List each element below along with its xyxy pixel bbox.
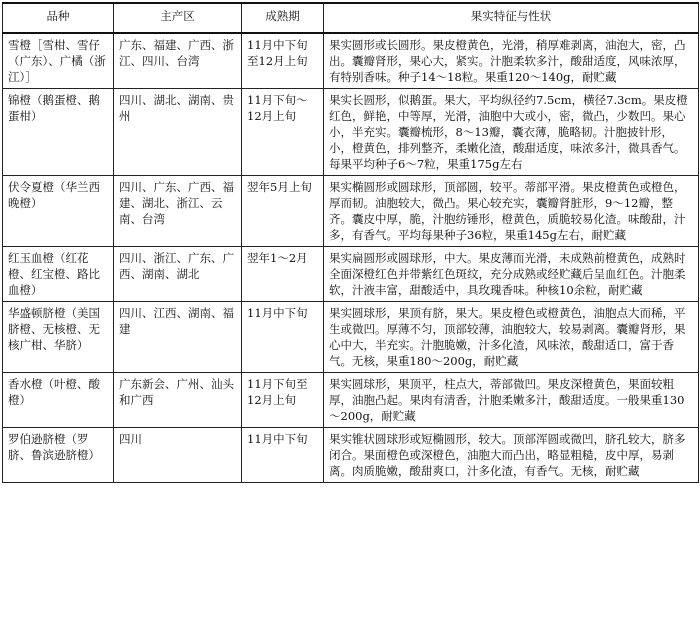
region-cell: 四川、湖北、湖南、贵州: [114, 89, 242, 176]
header-region: 主产区: [114, 3, 242, 33]
traits-cell: 果实圆球形，果顶有脐，果大。果皮橙色或橙黄色，油胞点大而稀，平生或微凹。厚薄不匀，顶部较薄，油胞较大，较易剥离。囊瓣肾形，果心中大，半充实。汁胞脆嫩，汁多化渣，风味浓，酸甜适口，富于香气。无核，果重180～200g，耐贮藏: [324, 302, 699, 373]
variety-cell: 锦橙（鹅蛋橙、鹅蛋柑）: [3, 89, 114, 176]
ripening-cell: 11月中下旬: [242, 428, 324, 483]
variety-cell: 雪橙［雪柑、雪仔（广东）、广橘（浙江）］: [3, 33, 114, 89]
ripening-cell: 11月下旬～12月上旬: [242, 89, 324, 176]
header-traits: 果实特征与性状: [324, 3, 699, 33]
traits-cell: 果实扁圆形或圆球形，中大。果皮薄而光滑，未成熟前橙黄色，成熟时全面深橙红色并带紫红色斑纹，充分成熟或经贮藏后呈血红色。汁胞柔软，汁液丰富，甜酸适中，具玫瑰香味。种核10余粒，耐贮藏: [324, 247, 699, 302]
traits-cell: 果实长圆形，似鹅蛋。果大，平均纵径约7.5cm，横径7.3cm。果皮橙红色，鲜艳，中等厚，光滑，油胞中大或小，密，微凸，少数凹。果心小，半充实。囊瓣梳形，8～13瓣，囊衣薄，脆略韧。汁胞披针形，小，橙黄色，排列整齐，柔嫩化渣，酸甜适度，味浓多汁，微具香气。每果平均种子6～7粒，果重175g左右: [324, 89, 699, 176]
table-row: [3, 373, 699, 428]
traits-cell: 果实圆球形，果顶平，柱点大，蒂部微凹。果皮深橙黄色，果面较粗厚，油胞凸起。果肉有清香，汁胞柔嫩多汁，酸甜适度。一般果重130～200g，耐贮藏: [324, 373, 699, 428]
table-row: [3, 176, 699, 247]
variety-cell: 红玉血橙（红花橙、红宝橙、路比血橙）: [3, 247, 114, 302]
ripening-cell: 11月中下旬至12月上旬: [242, 33, 324, 89]
citrus-variety-table: [2, 2, 699, 483]
table-row: [3, 89, 699, 176]
table-row: [3, 302, 699, 373]
variety-cell: 伏令夏橙（华兰西晚橙）: [3, 176, 114, 247]
traits-cell: 果实锥状圆球形或短椭圆形，较大。顶部浑圆或微凹，脐孔较大，脐多闭合。果面橙色或深橙色，油胞大而凸出，略显粗糙，皮中厚，易剥离。肉质脆嫩，酸甜爽口，汁多化渣，有香气。无核，耐贮藏: [324, 428, 699, 483]
header-ripening: 成熟期: [242, 3, 324, 33]
region-cell: 四川: [114, 428, 242, 483]
table-row: [3, 247, 699, 302]
table-header-row: [3, 3, 699, 33]
ripening-cell: 11月中下旬: [242, 302, 324, 373]
ripening-cell: 翌年1～2月: [242, 247, 324, 302]
ripening-cell: 11月下旬至12月上旬: [242, 373, 324, 428]
traits-cell: 果实椭圆形或圆球形，顶部圆，较平。蒂部平滑。果皮橙黄色或橙色，厚而韧。油胞较大，微凸。果心较充实，囊瓣肾脏形，9～12瓣，整齐。囊皮中厚，脆，汁胞纺锤形，橙黄色，质脆较易化渣。味酸甜，汁多，有香气。平均每果种子36粒，果重145g左右，耐贮藏: [324, 176, 699, 247]
region-cell: 四川、广东、广西、福建、湖北、浙江、云南、台湾: [114, 176, 242, 247]
region-cell: 四川、浙江、广东、广西、湖南、湖北: [114, 247, 242, 302]
table-row: [3, 428, 699, 483]
ripening-cell: 翌年5月上旬: [242, 176, 324, 247]
region-cell: 广东、福建、广西、浙江、四川、台湾: [114, 33, 242, 89]
region-cell: 广东新会、广州、汕头和广西: [114, 373, 242, 428]
variety-cell: 罗伯逊脐橙（罗脐、鲁滨逊脐橙）: [3, 428, 114, 483]
header-variety: 品种: [3, 3, 114, 33]
table-row: [3, 33, 699, 89]
variety-cell: 香水橙（叶橙、酸橙）: [3, 373, 114, 428]
traits-cell: 果实圆形或长圆形。果皮橙黄色，光滑，稍厚难剥离，油泡大，密，凸出。囊瓣肾形，果心大，紧实。汁胞柔软多汁，酸甜适度，风味浓厚，有特别香味。种子14～18粒。果重120～140g，耐贮藏: [324, 33, 699, 89]
variety-cell: 华盛顿脐橙（美国脐橙、无核橙、无核广柑、华脐）: [3, 302, 114, 373]
region-cell: 四川、江西、湖南、福建: [114, 302, 242, 373]
